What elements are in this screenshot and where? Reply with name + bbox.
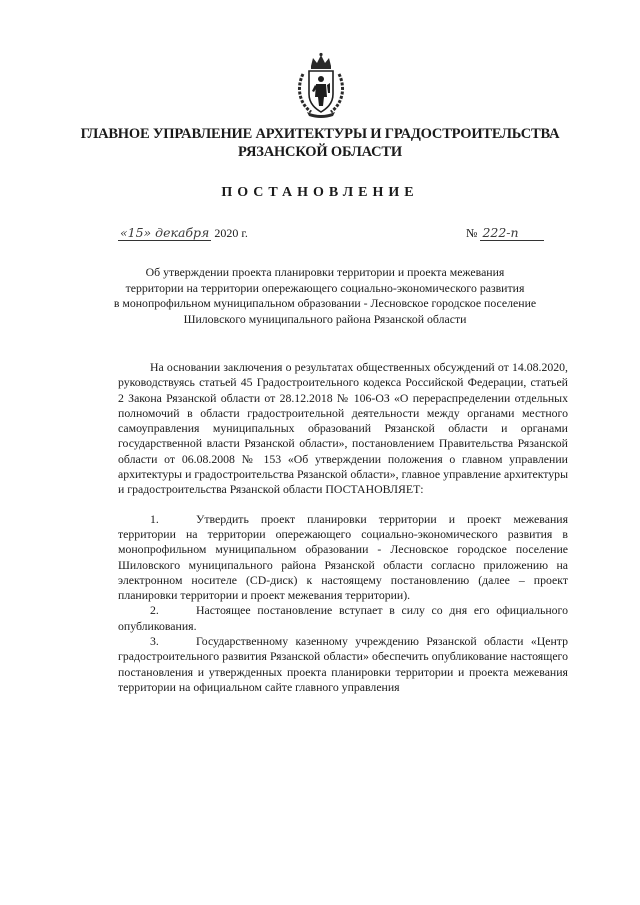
document-body <box>118 360 568 695</box>
organization-name-line1: ГЛАВНОЕ УПРАВЛЕНИЕ АРХИТЕКТУРЫ И ГРАДОСТРОИТЕЛЬСТВА <box>80 126 560 142</box>
number-sign: № <box>466 226 478 240</box>
item-number: 2. <box>150 603 159 618</box>
title-line: Об утверждении проекта планировки территории и проекта межевания <box>145 265 505 279</box>
item-text: Государственному казенному учреждению Рязанской области «Центр градостроительного развития Рязанской области» обеспечить опубликование настоящего постановления и утвержденных проекта планировки территории и проекта межевания территории на официальном сайте главного управления <box>118 634 568 694</box>
document-number <box>466 226 544 241</box>
item-number: 1. <box>150 511 159 526</box>
handwritten-date: «15» декабря <box>120 225 210 240</box>
coat-of-arms-emblem <box>293 52 349 120</box>
handwritten-number: 222-п <box>480 226 544 241</box>
organization-name-line2: РЯЗАНСКОЙ ОБЛАСТИ <box>238 144 402 160</box>
list-item <box>118 603 568 634</box>
document-type-heading: ПОСТАНОВЛЕНИЕ <box>221 185 419 200</box>
date-year: 2020 г. <box>214 226 248 240</box>
document-date <box>118 226 248 241</box>
title-line: территории на территории опережающего социально-экономического развития <box>125 280 525 295</box>
list-item <box>118 634 568 695</box>
item-text: Настоящее постановление вступает в силу со дня его официального опубликования. <box>118 603 568 633</box>
list-item <box>118 512 568 604</box>
document-title <box>110 265 540 327</box>
preamble-paragraph: На основании заключения о результатах общественных обсуждений от 14.08.2020, руководствуясь статьей 45 Градостроительного кодекса Российской Федерации, статьей 2 Закона Рязанской области от 28.12.2018 № 106-ОЗ «О перераспределении отдельных полномочий в области градостроительной деятельности между органами местного самоуправления муниципальных образований Рязанской области и органами государственной власти Рязанской области», постановлением Правительства Рязанской области от 06.08.2008 № 153 «Об утверждении положения о главном управлении архитектуры и градостроительства Рязанской области», главное управление архитектуры и градостроительства Рязанской области ПОСТАНОВЛЯЕТ: <box>118 360 568 497</box>
title-line: в монопрофильном муниципальном образовании - Лесновское городское поселение <box>113 296 537 310</box>
item-number: 3. <box>150 634 159 649</box>
title-line: Шиловского муниципального района Рязанской области <box>183 311 467 326</box>
item-text: Утвердить проект планировки территории и проект межевания территории на территории опережающего социально-экономического развития в монопрофильном муниципальном образовании - Лесновское городское поселение Шиловского муниципального района Рязанской области согласно приложению на электронном носителе (CD-диск) к настоящему постановлению (далее – проект планировки территории и проект межевания территории). <box>118 511 568 603</box>
